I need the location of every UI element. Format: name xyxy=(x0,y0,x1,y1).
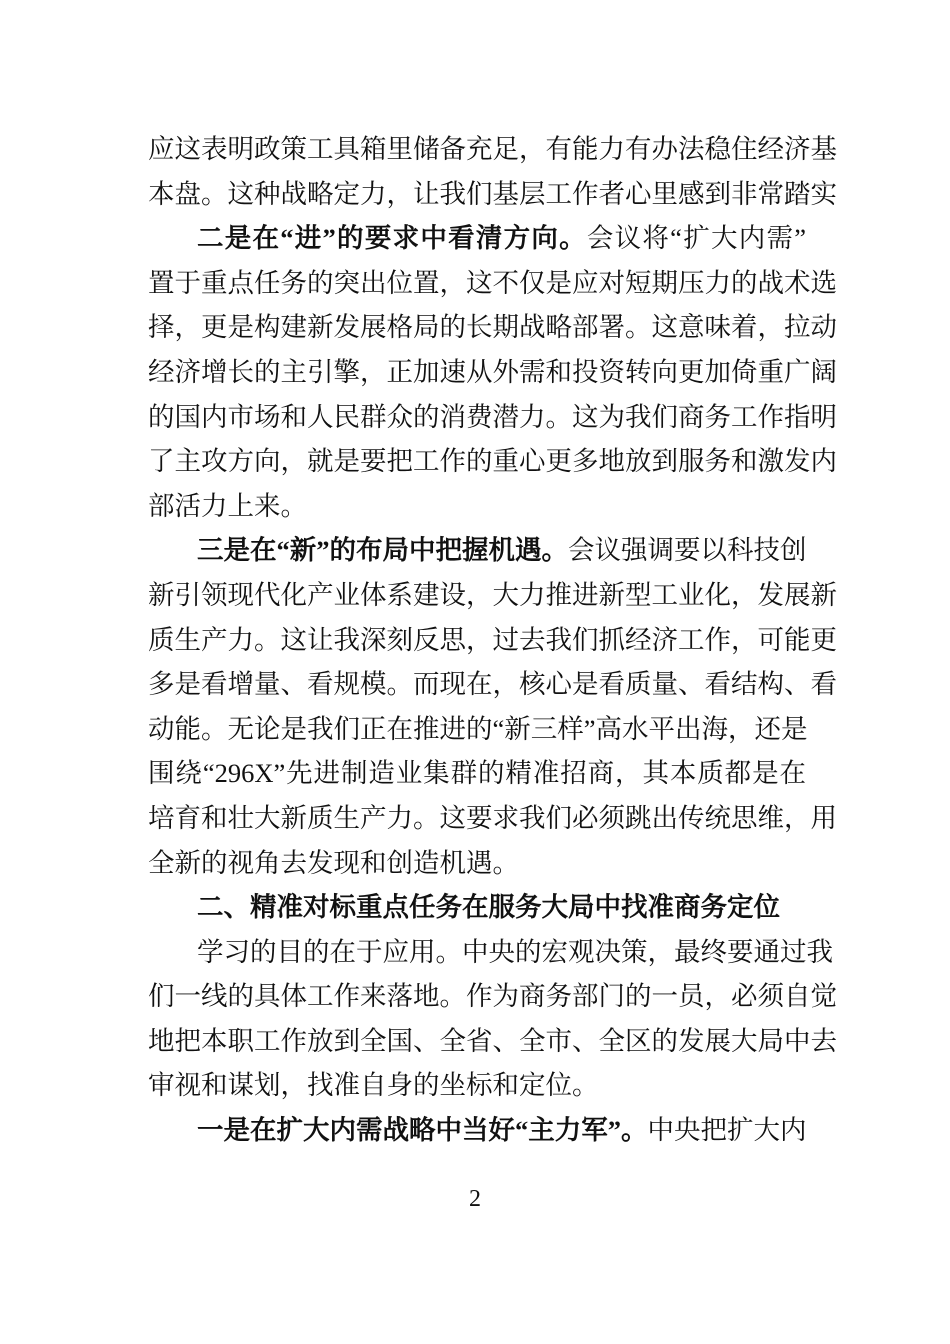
body-text: 本盘。这种战略定力，让我们基层工作者心里感到非常踏实 xyxy=(148,178,837,209)
body-text: 培育和壮大新质生产力。这要求我们必须跳出传统思维，用 xyxy=(148,802,837,833)
text-line xyxy=(148,662,837,707)
paragraph xyxy=(148,930,837,1108)
body-text: 部活力上来。 xyxy=(148,490,307,521)
text-line xyxy=(148,1063,806,1108)
body-text: 应这表明政策工具箱里储备充足，有能力有办法稳住经济基 xyxy=(148,134,837,164)
paragraph xyxy=(148,127,837,216)
paragraph xyxy=(148,528,837,885)
text-line xyxy=(148,1019,837,1064)
page-number: 2 xyxy=(469,1186,481,1212)
body-text: 审视和谋划，找准自身的坐标和定位。 xyxy=(148,1070,599,1101)
heading-text: 二、精准对标重点任务在服务大局中找准商务定位 xyxy=(197,892,780,923)
section-heading xyxy=(148,885,806,930)
text-line xyxy=(148,528,806,573)
document-body xyxy=(148,127,837,1153)
text-line xyxy=(148,618,837,663)
text-line xyxy=(148,484,806,529)
body-text: 多是看增量、看规模。而现在，核心是看质量、看结构、看 xyxy=(148,669,837,700)
paragraph xyxy=(148,216,837,528)
body-text: 经济增长的主引擎，正加速从外需和投资转向更加倚重广阔 xyxy=(148,356,837,387)
body-text: 中央把扩大内 xyxy=(647,1115,807,1146)
text-line xyxy=(148,751,806,796)
text-line xyxy=(148,305,837,350)
body-text: 学习的目的在于应用。中央的宏观决策，最终要通过我 xyxy=(197,936,833,967)
text-line xyxy=(148,216,806,261)
body-text: 全新的视角去发现和创造机遇。 xyxy=(148,847,519,878)
text-line xyxy=(148,395,837,440)
body-text: 围绕“296X”先进制造业集群的精准招商，其本质都是在 xyxy=(148,758,806,789)
text-line xyxy=(148,974,837,1019)
text-line xyxy=(148,841,806,886)
text-line xyxy=(148,439,837,484)
text-line xyxy=(148,172,837,217)
text-line xyxy=(148,1108,806,1153)
text-line xyxy=(148,796,837,841)
body-text: 会议强调要以科技创 xyxy=(568,535,807,566)
bold-lead-text: 一是在扩大内需战略中当好“主力军”。 xyxy=(197,1115,648,1146)
body-text: 地把本职工作放到全国、全省、全市、全区的发展大局中去 xyxy=(148,1025,837,1056)
body-text: 新引领现代化产业体系建设，大力推进新型工业化，发展新 xyxy=(148,579,837,610)
body-text: 择，更是构建新发展格局的长期战略部署。这意味着，拉动 xyxy=(148,312,837,343)
body-text: 动能。无论是我们正在推进的“新三样”高水平出海，还是 xyxy=(148,713,808,744)
body-text: 们一线的具体工作来落地。作为商务部门的一员，必须自觉 xyxy=(148,981,837,1012)
text-line xyxy=(148,885,806,930)
text-line xyxy=(148,127,837,172)
text-line xyxy=(148,350,837,395)
paragraph xyxy=(148,1108,806,1153)
text-line xyxy=(148,930,833,975)
body-text: 的国内市场和人民群众的消费潜力。这为我们商务工作指明 xyxy=(148,401,837,432)
bold-lead-text: 三是在“新”的布局中把握机遇。 xyxy=(197,535,568,566)
body-text: 质生产力。这让我深刻反思，过去我们抓经济工作，可能更 xyxy=(148,624,837,655)
bold-lead-text: 二是在“进”的要求中看清方向。 xyxy=(197,223,587,254)
text-line xyxy=(148,261,837,306)
text-line xyxy=(148,573,837,618)
body-text: 置于重点任务的突出位置，这不仅是应对短期压力的战术选 xyxy=(148,267,837,298)
text-line xyxy=(148,707,806,752)
body-text: 了主攻方向，就是要把工作的重心更多地放到服务和激发内 xyxy=(148,446,837,477)
body-text: 会议将“扩大内需” xyxy=(586,223,807,254)
